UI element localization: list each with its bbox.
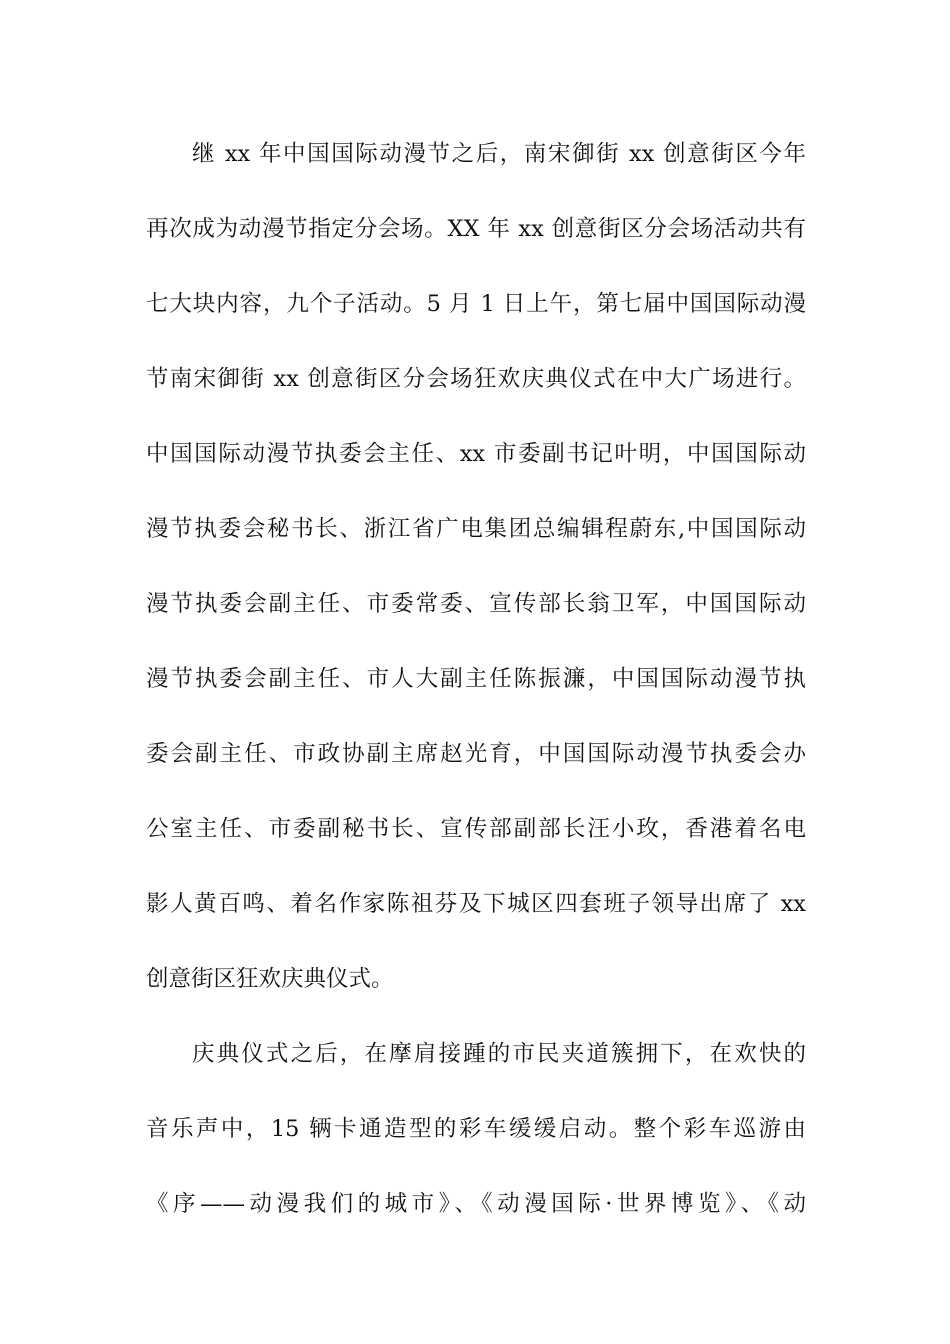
paragraph-2-line-3: 《序——动漫我们的城市》、《动漫国际·世界博览》、《动 xyxy=(146,1191,806,1217)
paragraph-1-line-2: 再次成为动漫节指定分会场。XX 年 xx 创意街区分会场活动共有 xyxy=(146,216,806,242)
paragraph-1-line-5: 中国国际动漫节执委会主任、xx 市委副书记叶明，中国国际动 xyxy=(146,441,806,467)
paragraph-1-line-9: 委会副主任、市政协副主席赵光育，中国国际动漫节执委会办 xyxy=(146,741,806,767)
paragraph-2-line-2: 音乐声中，15 辆卡通造型的彩车缓缓启动。整个彩车巡游由 xyxy=(146,1116,806,1142)
paragraph-1-line-12: 创意街区狂欢庆典仪式。 xyxy=(146,966,394,992)
paragraph-1-line-7: 漫节执委会副主任、市委常委、宣传部长翁卫军，中国国际动 xyxy=(146,591,806,617)
paragraph-1-line-8: 漫节执委会副主任、市人大副主任陈振濂，中国国际动漫节执 xyxy=(146,666,806,692)
paragraph-1-line-4: 节南宋御街 xx 创意街区分会场狂欢庆典仪式在中大广场进行。 xyxy=(146,366,806,392)
paragraph-1-line-1: 继 xx 年中国国际动漫节之后，南宋御街 xx 创意街区今年 xyxy=(192,141,806,167)
paragraph-1-line-10: 公室主任、市委副秘书长、宣传部副部长汪小玫，香港着名电 xyxy=(146,816,806,842)
paragraph-1-line-6: 漫节执委会秘书长、浙江省广电集团总编辑程蔚东,中国国际动 xyxy=(146,516,806,542)
paragraph-2-line-1: 庆典仪式之后，在摩肩接踵的市民夹道簇拥下，在欢快的 xyxy=(192,1041,806,1067)
paragraph-1-line-11: 影人黄百鸣、着名作家陈祖芬及下城区四套班子领导出席了 xx xyxy=(146,891,806,917)
paragraph-1-line-3: 七大块内容，九个子活动。5 月 1 日上午，第七届中国国际动漫 xyxy=(146,291,806,317)
